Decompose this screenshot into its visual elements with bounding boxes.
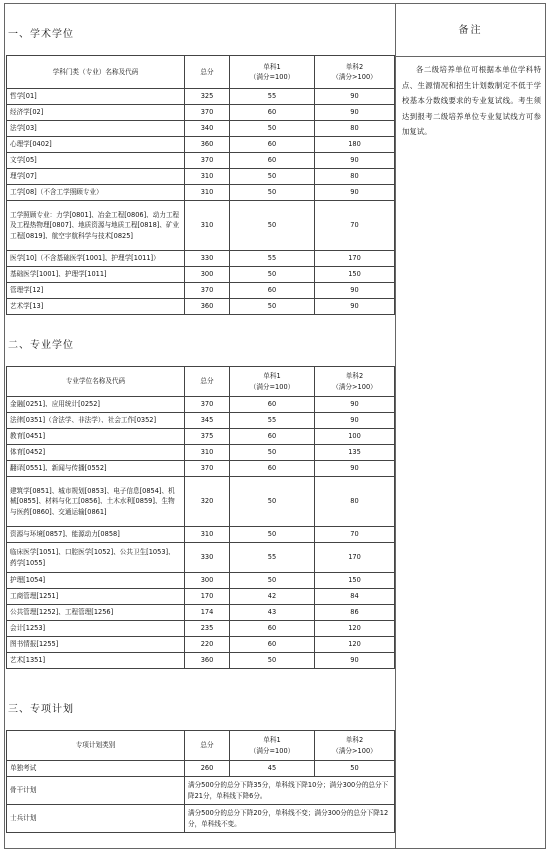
table-row [7,169,395,185]
row-subject2: 84 [315,589,395,605]
table-row [7,105,395,121]
row-subject2: 120 [315,621,395,637]
academic-table [6,55,395,315]
table-header-row [7,56,395,89]
row-subject2: 90 [315,283,395,299]
row-name: 基础医学[1001]、护理学[1011] [7,267,185,283]
column-header-name: 专业学位名称及代码 [7,367,185,397]
row-name: 建筑学[0851]、城市规划[0853]、电子信息[0854]、机械[0855]、材料与化工[0856]、土木水利[0859]、生物与医药[0860]、交通运输[0861] [7,477,185,527]
table-row [7,445,395,461]
table-row [7,201,395,251]
column-header-name: 专项计划类别 [7,731,185,761]
row-name: 骨干计划 [7,777,185,805]
row-total: 235 [185,621,230,637]
row-subject1: 43 [230,605,315,621]
row-name: 会计[1253] [7,621,185,637]
row-total: 375 [185,429,230,445]
row-total: 310 [185,445,230,461]
row-subject1: 45 [230,761,315,777]
column-header-name: 学科门类（专业）名称及代码 [7,56,185,89]
row-subject1: 50 [230,445,315,461]
table-row [7,153,395,169]
row-name: 心理学[0402] [7,137,185,153]
row-subject1: 60 [230,137,315,153]
row-name: 艺术学[13] [7,299,185,315]
table-row [7,477,395,527]
row-name: 临床医学[1051]、口腔医学[1052]、公共卫生[1053]、药学[1055] [7,543,185,573]
row-subject2: 90 [315,89,395,105]
row-total: 345 [185,413,230,429]
table-row [7,573,395,589]
table-row [7,251,395,267]
row-name: 体育[0452] [7,445,185,461]
row-total: 370 [185,461,230,477]
row-subject2: 80 [315,169,395,185]
row-subject2: 90 [315,461,395,477]
row-subject2: 50 [315,761,395,777]
row-total: 360 [185,653,230,669]
column-header-subject2: 单科2 （满分>100） [315,731,395,761]
table-row [7,761,395,777]
row-subject2: 86 [315,605,395,621]
row-subject1: 50 [230,299,315,315]
table-row [7,299,395,315]
row-total: 360 [185,137,230,153]
column-header-subject1: 单科1 （满分=100） [230,56,315,89]
table-row [7,653,395,669]
row-total: 340 [185,121,230,137]
table-row [7,777,395,805]
table-row [7,397,395,413]
column-header-subject2: 单科2 （满分>100） [315,367,395,397]
row-name: 理学[07] [7,169,185,185]
notes-title: 备注 [458,25,483,36]
row-total: 370 [185,153,230,169]
row-subject2: 170 [315,251,395,267]
row-subject1: 60 [230,153,315,169]
row-subject2: 180 [315,137,395,153]
row-subject1: 55 [230,251,315,267]
row-description: 满分500分的总分下降35分，单科线下降10分；满分300分的总分下降21分，单科线下降6分。 [185,777,395,805]
section-heading-professional: 二、专业学位 [8,340,74,351]
table-row [7,137,395,153]
table-row [7,121,395,137]
row-total: 170 [185,589,230,605]
row-name: 公共管理[1252]、工程管理[1256] [7,605,185,621]
row-total: 370 [185,105,230,121]
row-total: 330 [185,251,230,267]
row-subject1: 50 [230,653,315,669]
row-total: 310 [185,201,230,251]
row-name: 图书情报[1255] [7,637,185,653]
row-name: 医学[10]（不含基础医学[1001]、护理学[1011]） [7,251,185,267]
row-name: 经济学[02] [7,105,185,121]
row-subject2: 135 [315,445,395,461]
column-header-subject1: 单科1 （满分=100） [230,367,315,397]
table-row [7,605,395,621]
row-subject2: 150 [315,573,395,589]
row-total: 310 [185,527,230,543]
row-subject2: 80 [315,477,395,527]
row-total: 370 [185,283,230,299]
row-name: 工商管理[1251] [7,589,185,605]
row-subject1: 60 [230,429,315,445]
row-subject2: 170 [315,543,395,573]
section-heading-special: 三、专项计划 [8,704,74,715]
section-heading-academic: 一、学术学位 [8,29,74,40]
row-total: 360 [185,299,230,315]
table-row [7,429,395,445]
row-name: 艺术[1351] [7,653,185,669]
row-total: 260 [185,761,230,777]
row-subject1: 60 [230,283,315,299]
row-total: 300 [185,573,230,589]
row-subject2: 90 [315,153,395,169]
special-table [6,730,395,833]
table-row [7,527,395,543]
table-row [7,805,395,833]
row-total: 300 [185,267,230,283]
table-row [7,637,395,653]
row-subject1: 60 [230,621,315,637]
row-total: 174 [185,605,230,621]
row-subject1: 50 [230,477,315,527]
row-subject1: 50 [230,121,315,137]
row-subject2: 90 [315,105,395,121]
row-subject2: 70 [315,201,395,251]
table-row [7,413,395,429]
row-subject1: 50 [230,201,315,251]
row-total: 320 [185,477,230,527]
row-subject1: 50 [230,169,315,185]
row-subject2: 90 [315,653,395,669]
row-total: 220 [185,637,230,653]
row-total: 330 [185,543,230,573]
row-name: 哲学[01] [7,89,185,105]
table-row [7,461,395,477]
row-name: 士兵计划 [7,805,185,833]
row-name: 文学[05] [7,153,185,169]
row-subject2: 90 [315,299,395,315]
table-row [7,185,395,201]
row-subject1: 50 [230,527,315,543]
row-total: 310 [185,169,230,185]
row-subject1: 50 [230,267,315,283]
row-name: 法律[0351]（含法学、非法学）、社会工作[0352] [7,413,185,429]
notes-text: 各二级培养单位可根据本单位学科特点、生源情况和招生计划数制定不低于学校基本分数线要求的专业复试线。考生须达到报考二级培养单位专业复试线方可参加复试。 [402,65,541,136]
row-subject2: 70 [315,527,395,543]
row-total: 370 [185,397,230,413]
row-subject1: 60 [230,461,315,477]
row-subject1: 60 [230,637,315,653]
table-row [7,589,395,605]
table-header-row [7,731,395,761]
row-subject2: 120 [315,637,395,653]
row-subject1: 55 [230,543,315,573]
row-name: 翻译[0551]、新闻与传播[0552] [7,461,185,477]
table-row [7,283,395,299]
column-header-subject1: 单科1 （满分=100） [230,731,315,761]
row-subject2: 150 [315,267,395,283]
column-header-total: 总分 [185,731,230,761]
row-name: 单独考试 [7,761,185,777]
row-subject1: 42 [230,589,315,605]
column-header-total: 总分 [185,56,230,89]
row-subject2: 90 [315,413,395,429]
row-total: 325 [185,89,230,105]
row-name: 法学[03] [7,121,185,137]
row-name: 工学[08]（不含工学照顾专业） [7,185,185,201]
row-subject2: 90 [315,185,395,201]
row-name: 教育[0451] [7,429,185,445]
row-name: 资源与环境[0857]、能源动力[0858] [7,527,185,543]
notes-divider [396,56,545,57]
row-subject1: 50 [230,185,315,201]
row-subject2: 100 [315,429,395,445]
table-header-row [7,367,395,397]
table-row [7,267,395,283]
column-header-subject2: 单科2 （满分>100） [315,56,395,89]
row-name: 金融[0251]、应用统计[0252] [7,397,185,413]
row-subject2: 90 [315,397,395,413]
row-subject1: 50 [230,573,315,589]
row-subject1: 55 [230,413,315,429]
professional-table [6,366,395,669]
table-row [7,89,395,105]
row-name: 管理学[12] [7,283,185,299]
notes-column [396,4,545,848]
table-row [7,621,395,637]
row-subject1: 60 [230,397,315,413]
column-header-total: 总分 [185,367,230,397]
row-name: 护理[1054] [7,573,185,589]
row-total: 310 [185,185,230,201]
row-name: 工学照顾专业：力学[0801]、冶金工程[0806]、动力工程及工程热物理[0807]、地质资源与地质工程[0818]、矿业工程[0819]、航空宇航科学与技术[0825] [7,201,185,251]
row-subject2: 80 [315,121,395,137]
row-subject1: 60 [230,105,315,121]
table-row [7,543,395,573]
row-subject1: 55 [230,89,315,105]
row-description: 满分500分的总分下降20分，单科线不变；满分300分的总分下降12分，单科线不变。 [185,805,395,833]
